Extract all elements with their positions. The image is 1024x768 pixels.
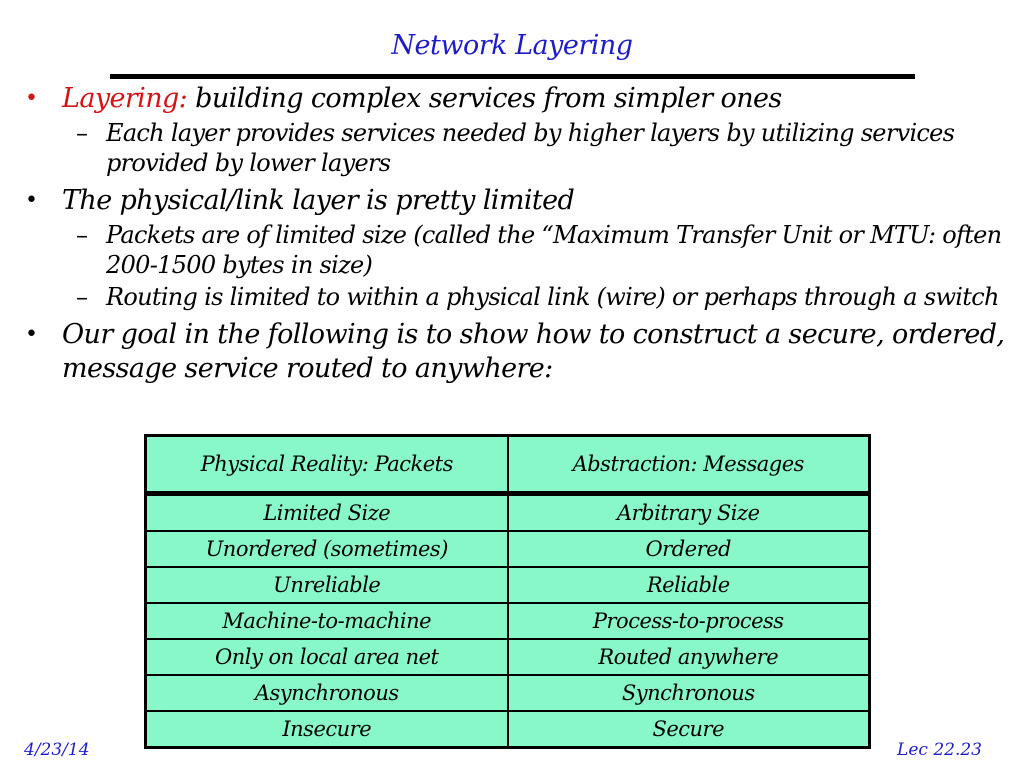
table-row bbox=[146, 603, 870, 639]
table-header-cell: Physical Reality: Packets bbox=[146, 436, 508, 494]
table-row bbox=[146, 531, 870, 567]
bullet-list bbox=[0, 82, 1024, 386]
bullet-dot-icon: • bbox=[25, 188, 38, 213]
bullet-text: building complex services from simpler ones bbox=[187, 83, 782, 114]
table-row bbox=[146, 711, 870, 748]
table-row bbox=[146, 567, 870, 603]
table-cell: Process-to-process bbox=[508, 603, 870, 639]
bullet-term: Layering: bbox=[62, 83, 188, 114]
sub-bullet-text: Routing is limited to within a physical link (wire) or perhaps through a switch bbox=[106, 283, 999, 311]
table-header-row bbox=[146, 436, 870, 494]
table-cell: Synchronous bbox=[508, 675, 870, 711]
sub-bullet-dash-icon: – bbox=[76, 221, 88, 249]
sub-bullet-dash-icon: – bbox=[76, 283, 88, 311]
table-cell: Only on local area net bbox=[146, 639, 508, 675]
table-cell: Reliable bbox=[508, 567, 870, 603]
sub-bullet-dash-icon: – bbox=[76, 119, 88, 147]
sub-bullet-layer-services bbox=[0, 118, 1002, 178]
bullet-layering bbox=[0, 82, 1016, 116]
table-cell: Ordered bbox=[508, 531, 870, 567]
table-cell: Routed anywhere bbox=[508, 639, 870, 675]
bullet-our-goal bbox=[0, 318, 1016, 386]
bullet-physical-link bbox=[0, 184, 1016, 218]
slide-title: Network Layering bbox=[391, 30, 633, 61]
table-row bbox=[146, 494, 870, 532]
table-header-cell: Abstraction: Messages bbox=[508, 436, 870, 494]
table-cell: Limited Size bbox=[146, 494, 508, 532]
sub-bullet-packets bbox=[0, 220, 1002, 280]
table-cell: Unreliable bbox=[146, 567, 508, 603]
footer-date: 4/23/14 bbox=[24, 740, 90, 760]
bullet-dot-icon: • bbox=[25, 86, 38, 111]
table-cell: Insecure bbox=[146, 711, 508, 748]
table-cell: Arbitrary Size bbox=[508, 494, 870, 532]
comparison-table bbox=[144, 434, 871, 749]
sub-bullet-text: Packets are of limited size (called the “Maximum Transfer Unit or MTU: often 200-1500 bytes in size) bbox=[106, 221, 1002, 279]
bullet-text: The physical/link layer is pretty limited bbox=[62, 185, 575, 216]
table-row bbox=[146, 639, 870, 675]
title-divider bbox=[110, 74, 915, 79]
bullet-text: Our goal in the following is to show how to construct a secure, ordered, message service routed to anywhere: bbox=[62, 319, 1005, 384]
table-cell: Unordered (sometimes) bbox=[146, 531, 508, 567]
sub-bullet-text: Each layer provides services needed by higher layers by utilizing services provided by lower layers bbox=[106, 119, 955, 177]
sub-bullet-routing bbox=[0, 282, 1002, 312]
bullet-dot-icon: • bbox=[25, 322, 38, 347]
table-cell: Machine-to-machine bbox=[146, 603, 508, 639]
table-row bbox=[146, 675, 870, 711]
table-cell: Secure bbox=[508, 711, 870, 748]
table-cell: Asynchronous bbox=[146, 675, 508, 711]
footer-lecture-number: Lec 22.23 bbox=[897, 740, 982, 760]
